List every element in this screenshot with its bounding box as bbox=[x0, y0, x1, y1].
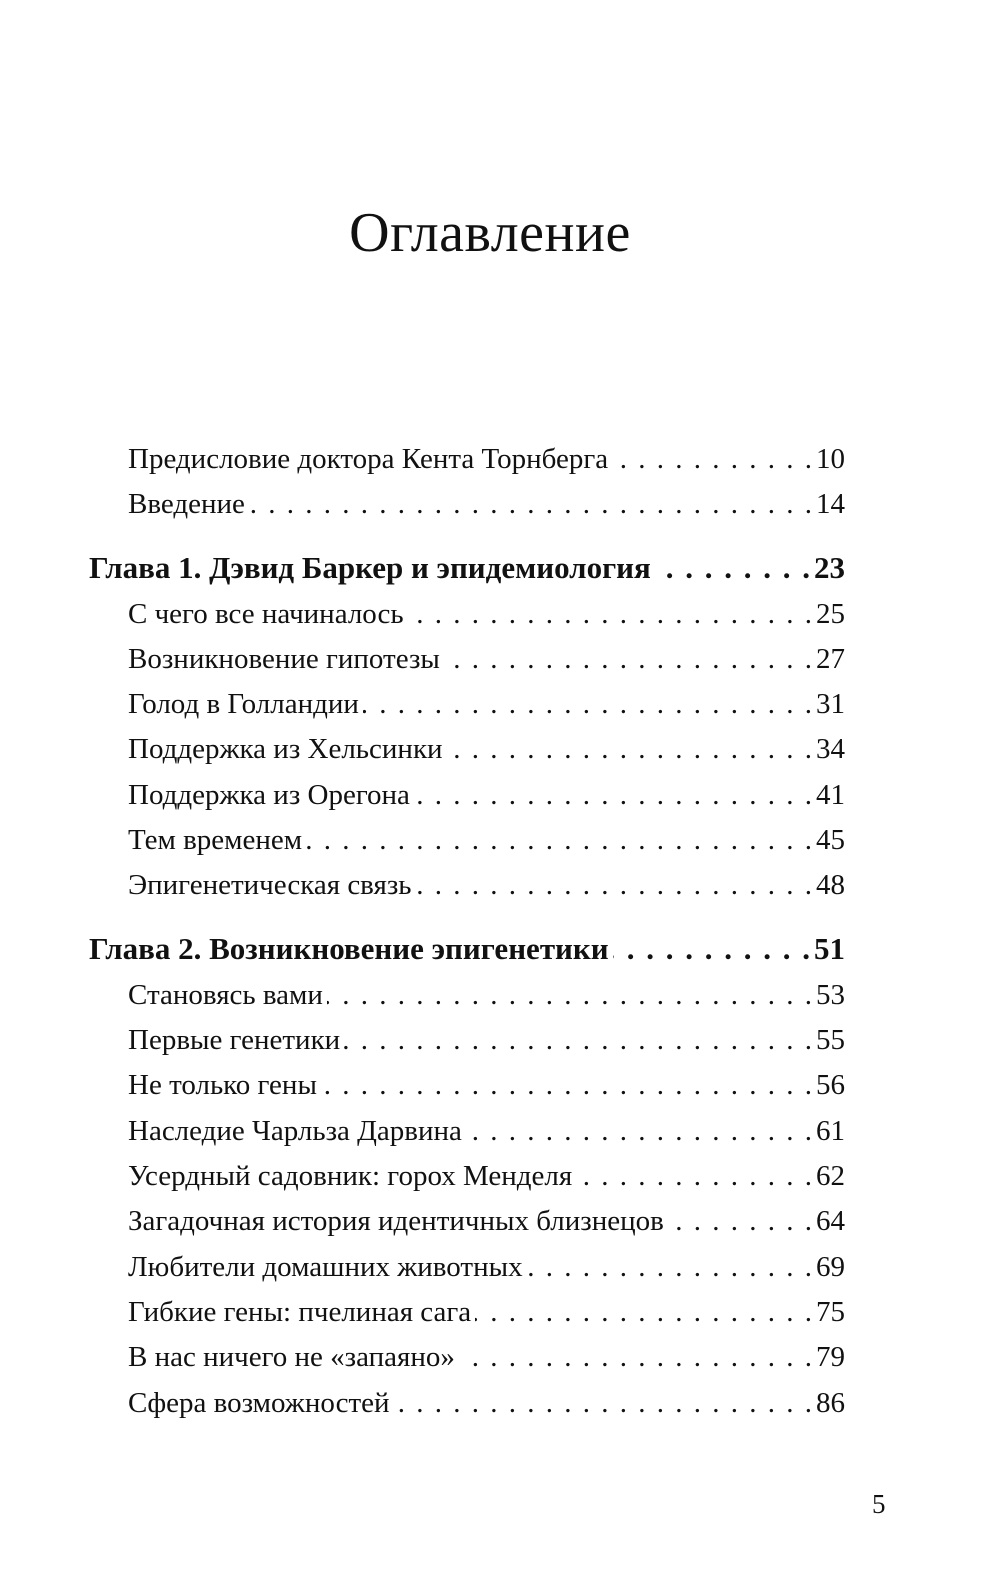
toc-entry[interactable] bbox=[128, 1341, 845, 1381]
toc-entry[interactable] bbox=[128, 598, 845, 638]
dot-leader bbox=[363, 688, 814, 721]
dot-leader bbox=[655, 550, 812, 586]
dot-leader bbox=[612, 443, 814, 476]
toc-entry-title: Возникновение гипотезы bbox=[128, 643, 440, 675]
dot-leader bbox=[306, 824, 814, 857]
toc-entry-page: 55 bbox=[816, 1024, 845, 1056]
toc-entry-title: Тем временем bbox=[128, 824, 303, 856]
dot-leader bbox=[466, 1115, 814, 1148]
toc-entry[interactable] bbox=[128, 1205, 845, 1245]
toc-entry-page: 34 bbox=[816, 733, 845, 765]
toc-entry-page: 14 bbox=[816, 488, 845, 520]
toc-entry-title: Становясь вами bbox=[128, 979, 323, 1011]
toc-entry-title: Поддержка из Орегона bbox=[128, 779, 410, 811]
dot-leader bbox=[327, 979, 814, 1012]
toc-entry-page: 61 bbox=[816, 1115, 845, 1147]
toc-chapter-title: Глава 2. Возникновение эпигенетики bbox=[89, 931, 609, 966]
dot-leader bbox=[249, 488, 814, 521]
toc-entry-page: 86 bbox=[816, 1387, 845, 1419]
toc-entry-title: Первые генетики bbox=[128, 1024, 341, 1056]
toc-entry-title: Гибкие гены: пчелиная сага bbox=[128, 1296, 472, 1328]
toc-entry[interactable] bbox=[128, 1069, 845, 1109]
toc-entry-page: 31 bbox=[816, 688, 845, 720]
toc-entry-title: С чего все начиналось bbox=[128, 598, 404, 630]
dot-leader bbox=[408, 598, 814, 631]
toc-entry-title: В нас ничего не «запаяно» bbox=[128, 1341, 455, 1373]
toc-entry[interactable] bbox=[128, 1115, 845, 1155]
toc-entry-page: 62 bbox=[816, 1160, 845, 1192]
toc-entry-title: Предисловие доктора Кента Торнберга bbox=[128, 443, 609, 475]
toc-entry[interactable] bbox=[128, 1160, 845, 1200]
dot-leader bbox=[576, 1160, 814, 1193]
toc-chapter-page: 23 bbox=[814, 550, 845, 585]
toc-entry-title: Сфера возможностей bbox=[128, 1387, 390, 1419]
toc-entry-page: 56 bbox=[816, 1069, 845, 1101]
toc-entry-title: Поддержка из Хельсинки bbox=[128, 733, 443, 765]
toc-entry-page: 53 bbox=[816, 979, 845, 1011]
toc-entry-foreword[interactable] bbox=[128, 443, 845, 483]
page-title: Оглавление bbox=[349, 202, 631, 264]
toc-chapter-page: 51 bbox=[814, 931, 845, 966]
page-number: 5 bbox=[872, 1489, 886, 1519]
toc-entry-introduction[interactable] bbox=[128, 488, 845, 528]
dot-leader bbox=[459, 1341, 814, 1374]
dot-leader bbox=[444, 643, 814, 676]
dot-leader bbox=[414, 779, 814, 812]
toc-entry-title: Любители домашних животных bbox=[128, 1251, 523, 1283]
toc-entry[interactable] bbox=[128, 688, 845, 728]
toc-entry[interactable] bbox=[128, 1387, 845, 1427]
toc-entry-page: 41 bbox=[816, 779, 845, 811]
toc-entry-page: 48 bbox=[816, 869, 845, 901]
toc-entry-title: Голод в Голландии bbox=[128, 688, 359, 720]
toc-entry-title: Эпигенетическая связь bbox=[128, 869, 412, 901]
toc-entry-title: Загадочная история идентичных близнецов bbox=[128, 1205, 664, 1237]
toc-entry-page: 45 bbox=[816, 824, 845, 856]
toc-entry-page: 27 bbox=[816, 643, 845, 675]
dot-leader bbox=[344, 1024, 814, 1057]
toc-entry-page: 25 bbox=[816, 598, 845, 630]
toc-entry[interactable] bbox=[128, 1251, 845, 1291]
toc-entry-title: Наследие Чарльза Дарвина bbox=[128, 1115, 462, 1147]
toc-entry-page: 79 bbox=[816, 1341, 845, 1373]
toc-entry-page: 75 bbox=[816, 1296, 845, 1328]
dot-leader bbox=[613, 931, 812, 967]
dot-leader bbox=[394, 1387, 814, 1420]
toc-entry[interactable] bbox=[128, 1296, 845, 1336]
dot-leader bbox=[668, 1205, 814, 1238]
toc-entry-title: Усердный садовник: горох Менделя bbox=[128, 1160, 573, 1192]
dot-leader bbox=[447, 733, 814, 766]
toc-entry[interactable] bbox=[128, 643, 845, 683]
toc-entry-page: 10 bbox=[816, 443, 845, 475]
toc-entry-title: Не только гены bbox=[128, 1069, 317, 1101]
toc-entry[interactable] bbox=[128, 979, 845, 1019]
toc-entry[interactable] bbox=[128, 824, 845, 864]
toc-entry-page: 69 bbox=[816, 1251, 845, 1283]
toc-entry-title: Введение bbox=[128, 488, 245, 520]
toc-chapter-2[interactable] bbox=[89, 931, 845, 975]
toc-entry[interactable] bbox=[128, 1024, 845, 1064]
dot-leader bbox=[475, 1296, 814, 1329]
toc-entry[interactable] bbox=[128, 869, 845, 909]
toc-entry[interactable] bbox=[128, 733, 845, 773]
toc-chapter-1[interactable] bbox=[89, 550, 845, 594]
toc-entry[interactable] bbox=[128, 779, 845, 819]
dot-leader bbox=[416, 869, 814, 902]
dot-leader bbox=[321, 1069, 814, 1102]
toc-chapter-title: Глава 1. Дэвид Баркер и эпидемиология bbox=[89, 550, 651, 585]
toc-entry-page: 64 bbox=[816, 1205, 845, 1237]
dot-leader bbox=[527, 1251, 814, 1284]
